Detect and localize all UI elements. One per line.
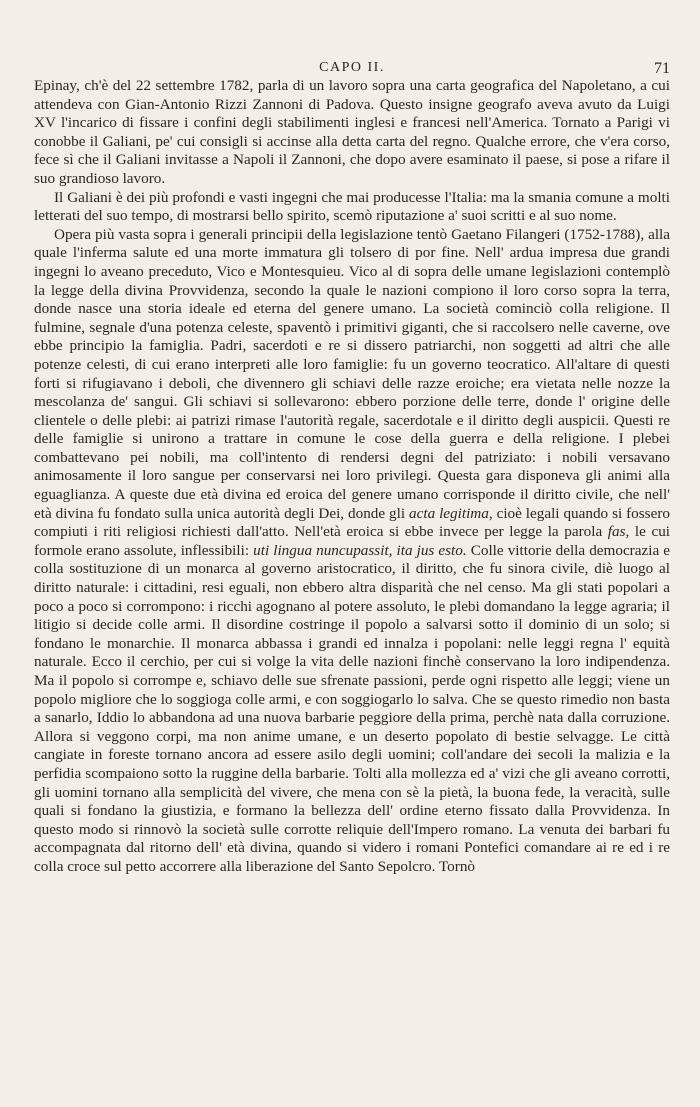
paragraph-galiani: Il Galiani è dei più profondi e vasti ingegni che mai producesse l'Italia: ma la smania comune a molti letterati del suo tempo, di mostrarsi bello spirito, scemò riputazione a' suoi scritti e al suo nome. (34, 188, 670, 225)
paragraph-filangeri-part-4: Colle vittorie della democrazia e colla sostituzione di un monarca al governo aristocratico, il diritto, che fu sinora civile, diè luogo al diritto naturale: i cittadini, resi eguali, non ebbero altra disparità che nel censo. Ma gli stati popolari a poco a poco si corrompono: i ricchi agognano al potere assoluto, le plebi domandano la legge agraria; il litigio si decide colle armi. Il disordine costringe il popolo a salvarsi sotto il dominio di un solo; si fondano le monarchie. Il monarca abbassa i grandi ed innalza i popolani: nelle leggi regna l' equità naturale. Ecco il cerchio, per cui si volge la vita delle nazioni finchè conservano la loro indipendenza. Ma il popolo si corrompe e, schiavo delle sue sfrenate passioni, perde ogni rispetto alle leggi; viene un popolo migliore che lo soggioga colle armi, e con soggiogarlo lo salva. Che se questo rimedio non basta a sanarlo, Iddio lo abbandona ad una nuova barbarie peggiore della prima, perchè nata dalla corruzione. Allora si veggono corpi, ma non anime umane, e un deserto popolato di bestie selvagge. Le città cangiate in foreste tornano ancora ad essere asilo degli uomini; coll'andare dei secoli la malizia e la perfidia scompaiono sotto la ruggine della barbarie. Tolti alla mollezza ed a' vizi che gli aveano corrotti, gli uomini tornano alla semplicità del vivere, che mena con sè la pietà, la buona fede, la veracità, sulle quali si fondano la giustizia, e formano la bellezza dell' ordine eterno fissato dalla Provvidenza. In questo modo si rinnovò la società sulle corrotte reliquie dell'Impero romano. La venuta dei barbari fu accompagnata dal ritorno dell' età divina, quando si videro i romani Pontefici comandare ai re ed i re colla croce sul petto accorrere alla liberazione del Santo Sepolcro. Tornò (34, 541, 670, 875)
italic-formula: uti lingua nuncupassit, ita jus esto. (253, 541, 467, 559)
paragraph-filangeri-part-3: , le cui formole erano assolute, inflessibili: (34, 523, 671, 559)
paragraph-filangeri-part-1: Opera più vasta sopra i generali principii della legislazione tentò Gaetano Filangeri (1752-1788), alla quale l'inferma salute ed una morte immatura gli tolsero di por fine. Nell' ardua impresa due grandi ingegni lo aveano preceduto, Vico e Montesquieu. Vico al di sopra delle umane legislazioni contemplò la legge della divina Provvidenza, secondo la quale le nazioni compiono il loro corso sopra la terra, donde nasce una storia ideale ed eterna del genere umano. La società cominciò colla religione. Il fulmine, segnale d'una potenza celeste, spaventò i primitivi giganti, che si raccolsero nelle caverne, ove ebbe principio la famiglia. Padri, sacerdoti e re si dissero patriarchi, non soggetti ad altri che alle potenze celesti, di cui erano interpreti alle loro famiglie: fu un governo teocratico. All'altare di questi forti si rifugiavano i deboli, che divennero gli schiavi delle razze eroiche; era vietata nelle nozze la mescolanza de' sangui. Gli schiavi si sollevarono: ebbero porzione delle terre, donde l' origine delle clientele o delle plebi: ai patrizi rimase l'autorità regale, sacerdotale e il diritto degli auspicii. Questi re delle famiglie si unirono a trattare in comune le cose della guerra e della religione. I plebei combattevano pei nobili, ma coll'intento di rendersi degni del patriziato: i nobili versavano animosamente il loro sangue per conservarsi nei loro privilegi. Questa gara disponeva gli animi alla eguaglianza. A queste due età divina ed eroica del genere umano corrisponde il diritto civile, che nell' età divina fu fondato sulla unica autorità degli Dei, donde gli (34, 225, 670, 522)
chapter-heading: CAPO II. (319, 60, 385, 75)
italic-term-fas: fas (607, 523, 626, 541)
paragraph-continuation: Epinay, ch'è del 22 settembre 1782, parla di un lavoro sopra una carta geografica del Napoletano, a cui attendeva con Gian-Antonio Rizzi Zannoni di Padova. Questo insigne geografo aveva avuto da Luigi XV l'incarico di fissare i confini degli stabilimenti inglesi e francesi nell'America. Tornato a Parigi vi conobbe il Galiani, pe' cui consigli si accinse alla detta carta del regno. Qualche errore, che v'era corso, fece sì che il Galiani invitasse a Napoli il Zannoni, che dopo avere esaminato il paese, si pose a rifare il suo grandioso lavoro. (34, 77, 670, 187)
page-number: 71 (654, 60, 670, 77)
paragraph-filangeri (34, 226, 670, 877)
paragraph-filangeri-part-2: , cioè legali quando si fossero compiuti i riti religiosi richiesti dall'atto. Nell'età eroica si ebbe invece per legge la parola (34, 504, 670, 541)
body-text (34, 77, 670, 877)
italic-term-acta-legitima: acta legitima (409, 504, 489, 522)
